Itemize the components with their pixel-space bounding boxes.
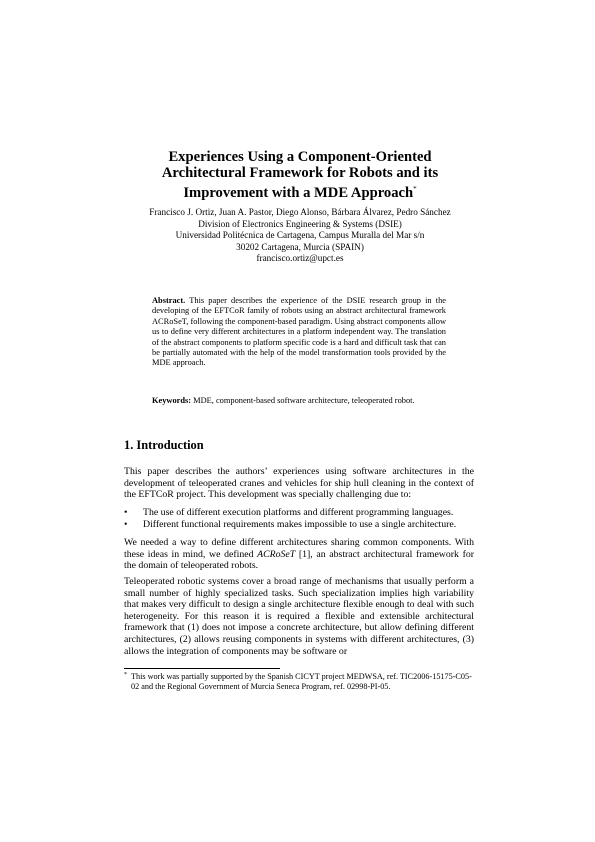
keywords-text: MDE, component-based software architecture, teleoperated robot. [193, 396, 415, 405]
abstract-label: Abstract. [152, 296, 186, 305]
intro-paragraph-3: Teleoperated robotic systems cover a broad range of mechanisms that usually perform a small number of highly specialized tasks. Such specialization implies high variability that makes very difficult to design a single architecture flexible enough to deal with such heterogeneity. For this reason it is required a flexible and extensible architectural framework that (1) does not impose a concrete architecture, but allow defining different architectures, (2) allows reusing components in systems with different architectures, (3) allows the integration of components may be software or [124, 576, 474, 657]
p2-text-after: [1], an abstract architectural framework for the domain of teleoperated robots. [124, 548, 474, 572]
footnote-marker: * [124, 672, 127, 678]
footnote-text: This work was partially supported by the Spanish CICYT project MEDWSA, ref. TIC2006-15175-C05-02 and the Regional Government of Murcia Seneca Program, ref. 02998-PI-05. [131, 672, 472, 692]
bullet-text: The use of different execution platforms and different programming languages. [143, 507, 454, 518]
abstract [152, 296, 446, 369]
footnote [124, 672, 474, 692]
bullet-text: Different functional requirements makes impossible to use a single architecture. [143, 518, 457, 530]
title-line-2: Architectural Framework for Robots and its [161, 165, 439, 181]
author-university: Universidad Politécnica de Cartagena, Campus Muralla del Mar s/n [175, 230, 425, 241]
footnote-divider [124, 668, 280, 669]
paper-title [120, 149, 480, 201]
abstract-text: This paper describes the experience of the DSIE research group in the developing of the EFTCoR family of robots using an abstract architectural framework ACRoSeT, following the component-based paradigm. Using abstract components allow us to define very different architectures in a platform independent way. The translation of the abstract components to platform specific code is a hard and difficult task that can be partially automated with the help of the model transformation tools provided by the MDE approach. [152, 296, 446, 368]
p2-text-before: We needed a way to define different architectures sharing common components. With these ideas in mind, we defined [124, 537, 474, 560]
author-email: francisco.ortiz@upct.es [256, 253, 344, 264]
list-item [124, 507, 474, 519]
bullet-icon: • [124, 507, 128, 518]
section-heading: 1. Introduction [124, 438, 204, 452]
title-line-3-text: Improvement with a MDE Approach [183, 185, 414, 201]
title-footnote-marker: * [413, 185, 417, 193]
bullet-icon: • [124, 518, 128, 530]
keywords [152, 396, 446, 406]
author-block [100, 207, 500, 265]
intro-paragraph-2 [124, 537, 474, 572]
bullet-list [124, 507, 474, 530]
title-line-1: Experiences Using a Component-Oriented [168, 149, 432, 165]
author-names: Francisco J. Ortiz, Juan A. Pastor, Diego Alonso, Bárbara Álvarez, Pedro Sánchez [149, 207, 451, 217]
author-division: Division of Electronics Engineering & Systems (DSIE) [198, 218, 402, 229]
p2-emphasis: ACRoSeT [257, 548, 296, 560]
author-city: 30202 Cartagena, Murcia (SPAIN) [236, 241, 364, 252]
intro-paragraph-1: This paper describes the authors’ experiences using software architectures in the development of teleoperated cranes and vehicles for ship hull cleaning in the context of the EFTCoR project. This development was specially challenging due to: [124, 466, 474, 501]
title-line-3 [120, 181, 480, 201]
list-item [124, 519, 474, 531]
keywords-label: Keywords: [152, 396, 192, 405]
